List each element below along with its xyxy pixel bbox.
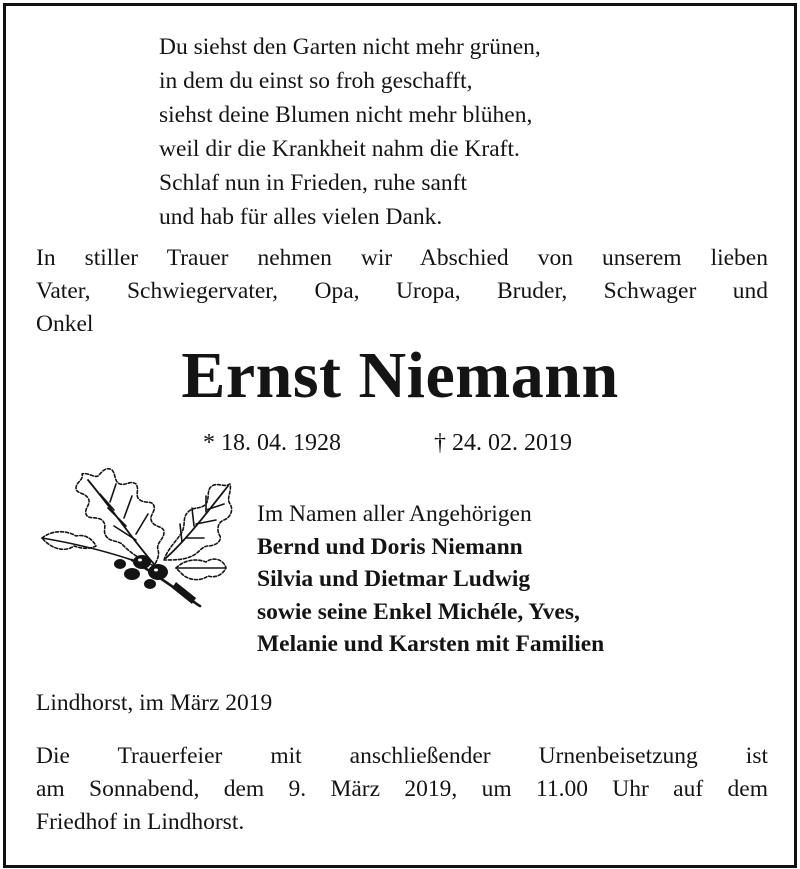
service-line: am Sonnabend, dem 9. März 2019, um 11.00 Uhr auf dem	[36, 776, 768, 802]
family-heading: Im Namen aller Angehörigen	[257, 501, 532, 527]
place-date: Lindhorst, im März 2019	[36, 690, 273, 716]
family-name: Silvia und Dietmar Ludwig	[257, 566, 531, 592]
service-paragraph	[36, 740, 768, 839]
poem-line: und hab für alles vielen Dank.	[159, 204, 443, 230]
intro-line: In stiller Trauer nehmen wir Abschied von unserem lieben	[36, 245, 768, 271]
service-line: Die Trauerfeier mit anschließender Urnenbeisetzung ist	[36, 743, 768, 769]
death-date: † 24. 02. 2019	[434, 430, 572, 456]
birth-date: * 18. 04. 1928	[203, 430, 341, 456]
family-signatures	[257, 498, 604, 661]
poem	[159, 30, 541, 234]
intro-line: Onkel	[36, 311, 94, 337]
poem-line: Du siehst den Garten nicht mehr grünen,	[159, 34, 541, 60]
family-name: Melanie und Karsten mit Familien	[257, 631, 605, 657]
intro-paragraph	[36, 242, 768, 341]
family-name: Bernd und Doris Niemann	[257, 533, 523, 560]
service-line: Friedhof in Lindhorst.	[36, 809, 245, 835]
poem-line: weil dir die Krankheit nahm die Kraft.	[159, 136, 520, 162]
poem-line: siehst deine Blumen nicht mehr blühen,	[159, 102, 533, 128]
poem-line: Schlaf nun in Frieden, ruhe sanft	[159, 170, 468, 196]
oak-leaves-acorns-icon	[36, 464, 236, 612]
intro-line: Vater, Schwiegervater, Opa, Uropa, Bruder, Schwager und	[36, 278, 768, 304]
family-name: sowie seine Enkel Michéle, Yves,	[257, 598, 580, 625]
obituary-notice	[3, 3, 797, 868]
poem-line: in dem du einst so froh geschafft,	[159, 68, 473, 94]
deceased-name: Ernst Niemann	[181, 339, 619, 412]
